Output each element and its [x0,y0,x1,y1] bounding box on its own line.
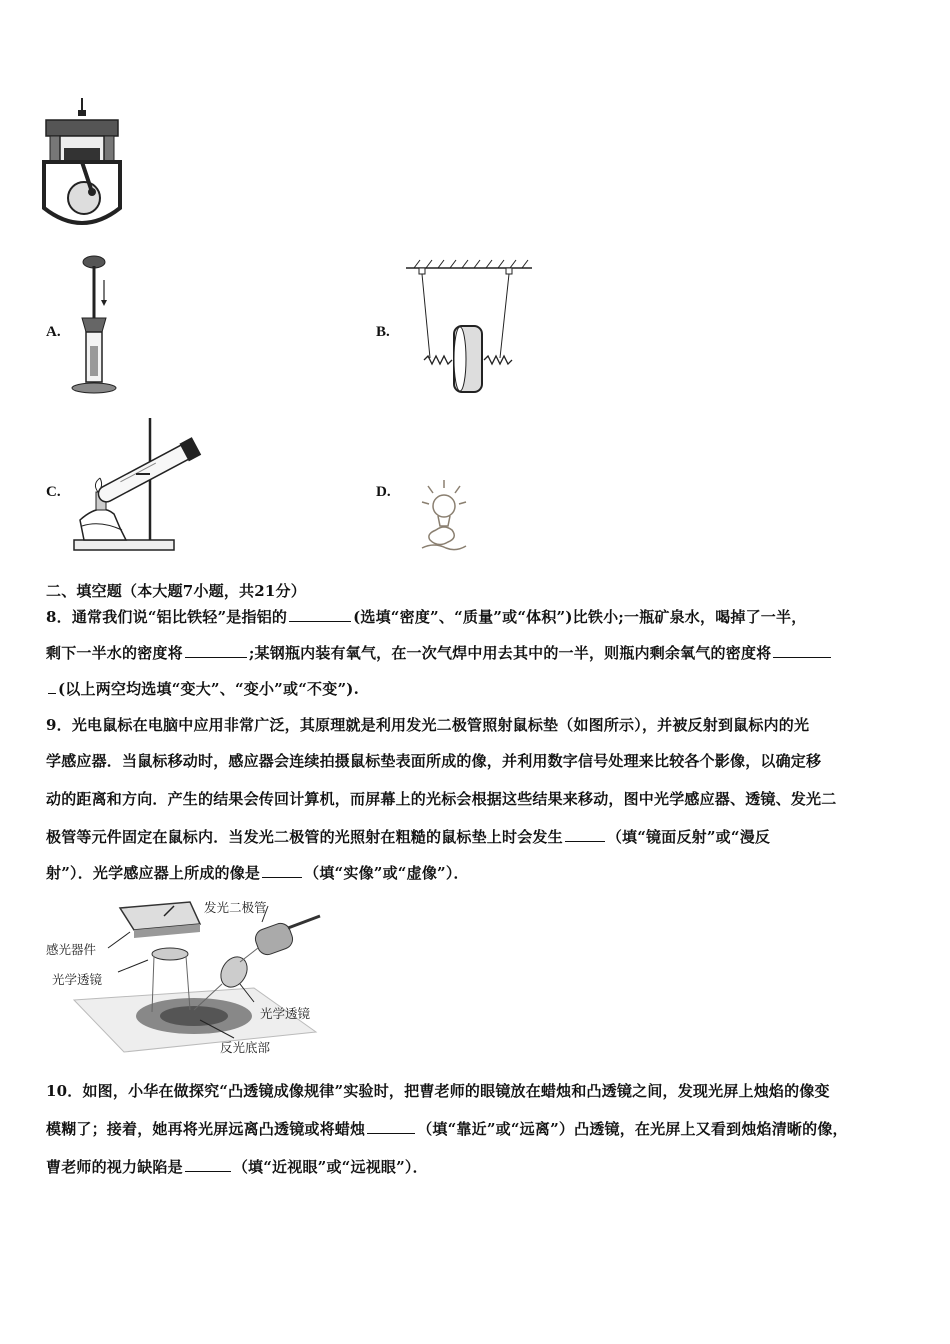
q10-text-3b: （填“近视眼”或“远视眼”）． [232,1158,428,1176]
q9-text-5b: （填“实像”或“虚像”）． [304,864,469,882]
q8-text-1a: 8．通常我们说“铝比铁轻”是指铝的 [46,608,288,626]
q9-text-5a: 射”）．光学感应器上所成的像是 [46,864,261,882]
q9-answer-blank-1[interactable] [565,827,605,842]
question-9-line-3: 动的距离和方向．产生的结果会传回计算机，而屏幕上的光标会根据这些结果来移动，图中光学感应器、透镜、发光二 [46,790,837,808]
q10-answer-blank-1[interactable] [367,1119,415,1134]
question-8-line-1 [46,606,806,627]
option-a-label[interactable]: A. [46,324,61,340]
q8-answer-blank-1[interactable] [289,607,351,622]
q8-text-2b: ;某钢瓶内装有氧气，在一次气焊中用去其中的一半，则瓶内剩余氧气的密度将 [248,644,772,662]
q9-text-4b: （填“镜面反射”或“漫反 [606,828,771,846]
light-bulb-icon [418,478,470,554]
question-9-line-1: 9．光电鼠标在电脑中应用非常广泛，其原理就是利用发光二极管照射鼠标垫（如图所示），并被反射到鼠标内的光 [46,716,810,734]
label-sensor: 感光器件 [46,942,97,957]
q8-text-2a: 剩下一半水的密度将 [46,644,183,662]
engine-cylinder-figure [40,98,130,234]
option-b-label[interactable]: B. [376,324,390,340]
label-lens-right: 光学透镜 [260,1006,311,1021]
option-c-label[interactable]: C. [46,484,61,500]
test-tube-heating-icon [70,416,215,556]
q9-answer-blank-2[interactable] [262,863,302,878]
q10-answer-blank-2[interactable] [185,1157,231,1172]
question-8-line-2 [46,642,833,663]
q10-text-2a: 模糊了；接着，她再将光屏远离凸透镜或将蜡烛 [46,1120,366,1138]
question-9-line-5 [46,862,469,883]
q9-text-4a: 极管等元件固定在鼠标内．当发光二极管的光照射在粗糙的鼠标垫上时会发生 [46,828,563,846]
q8-answer-blank-3[interactable] [773,643,831,658]
question-10-line-3 [46,1156,428,1177]
question-8-line-3 [46,678,359,699]
section-2-heading: 二、填空题（本大题7小题，共21分） [46,582,306,600]
q8-text-3b: (以上两空均选填“变大”、“变小”或“不变”). [58,680,359,698]
label-base: 反光底部 [220,1040,271,1055]
q10-text-3a: 曹老师的视力缺陷是 [46,1158,183,1176]
q8-text-1b: (选填“密度”、“质量”或“体积”)比铁小;一瓶矿泉水，喝掉了一半， [353,608,807,626]
question-10-line-2 [46,1118,848,1139]
maxwell-wheel-icon [404,258,534,388]
question-9-line-4 [46,826,770,847]
label-led: 发光二极管 [204,900,267,915]
q10-text-2b: （填“靠近”或“远离”）凸透镜，在光屏上又看到烛焰清晰的像， [417,1120,848,1138]
question-10-line-1: 10．如图，小华在做探究“凸透镜成像规律”实验时，把曹老师的眼镜放在蜡烛和凸透镜之间，发现光屏上烛焰的像变 [46,1082,830,1100]
q8-answer-blank-3-cont[interactable] [48,679,56,694]
q8-answer-blank-2[interactable] [185,643,247,658]
question-9-line-2: 学感应器．当鼠标移动时，感应器会连续拍摄鼠标垫表面所成的像，并利用数字信号处理来比较各个影像，以确定移 [46,752,822,770]
option-d-label[interactable]: D. [376,484,391,500]
label-lens-left: 光学透镜 [52,972,103,987]
fire-piston-icon [68,256,128,396]
optical-mouse-figure [44,892,324,1056]
